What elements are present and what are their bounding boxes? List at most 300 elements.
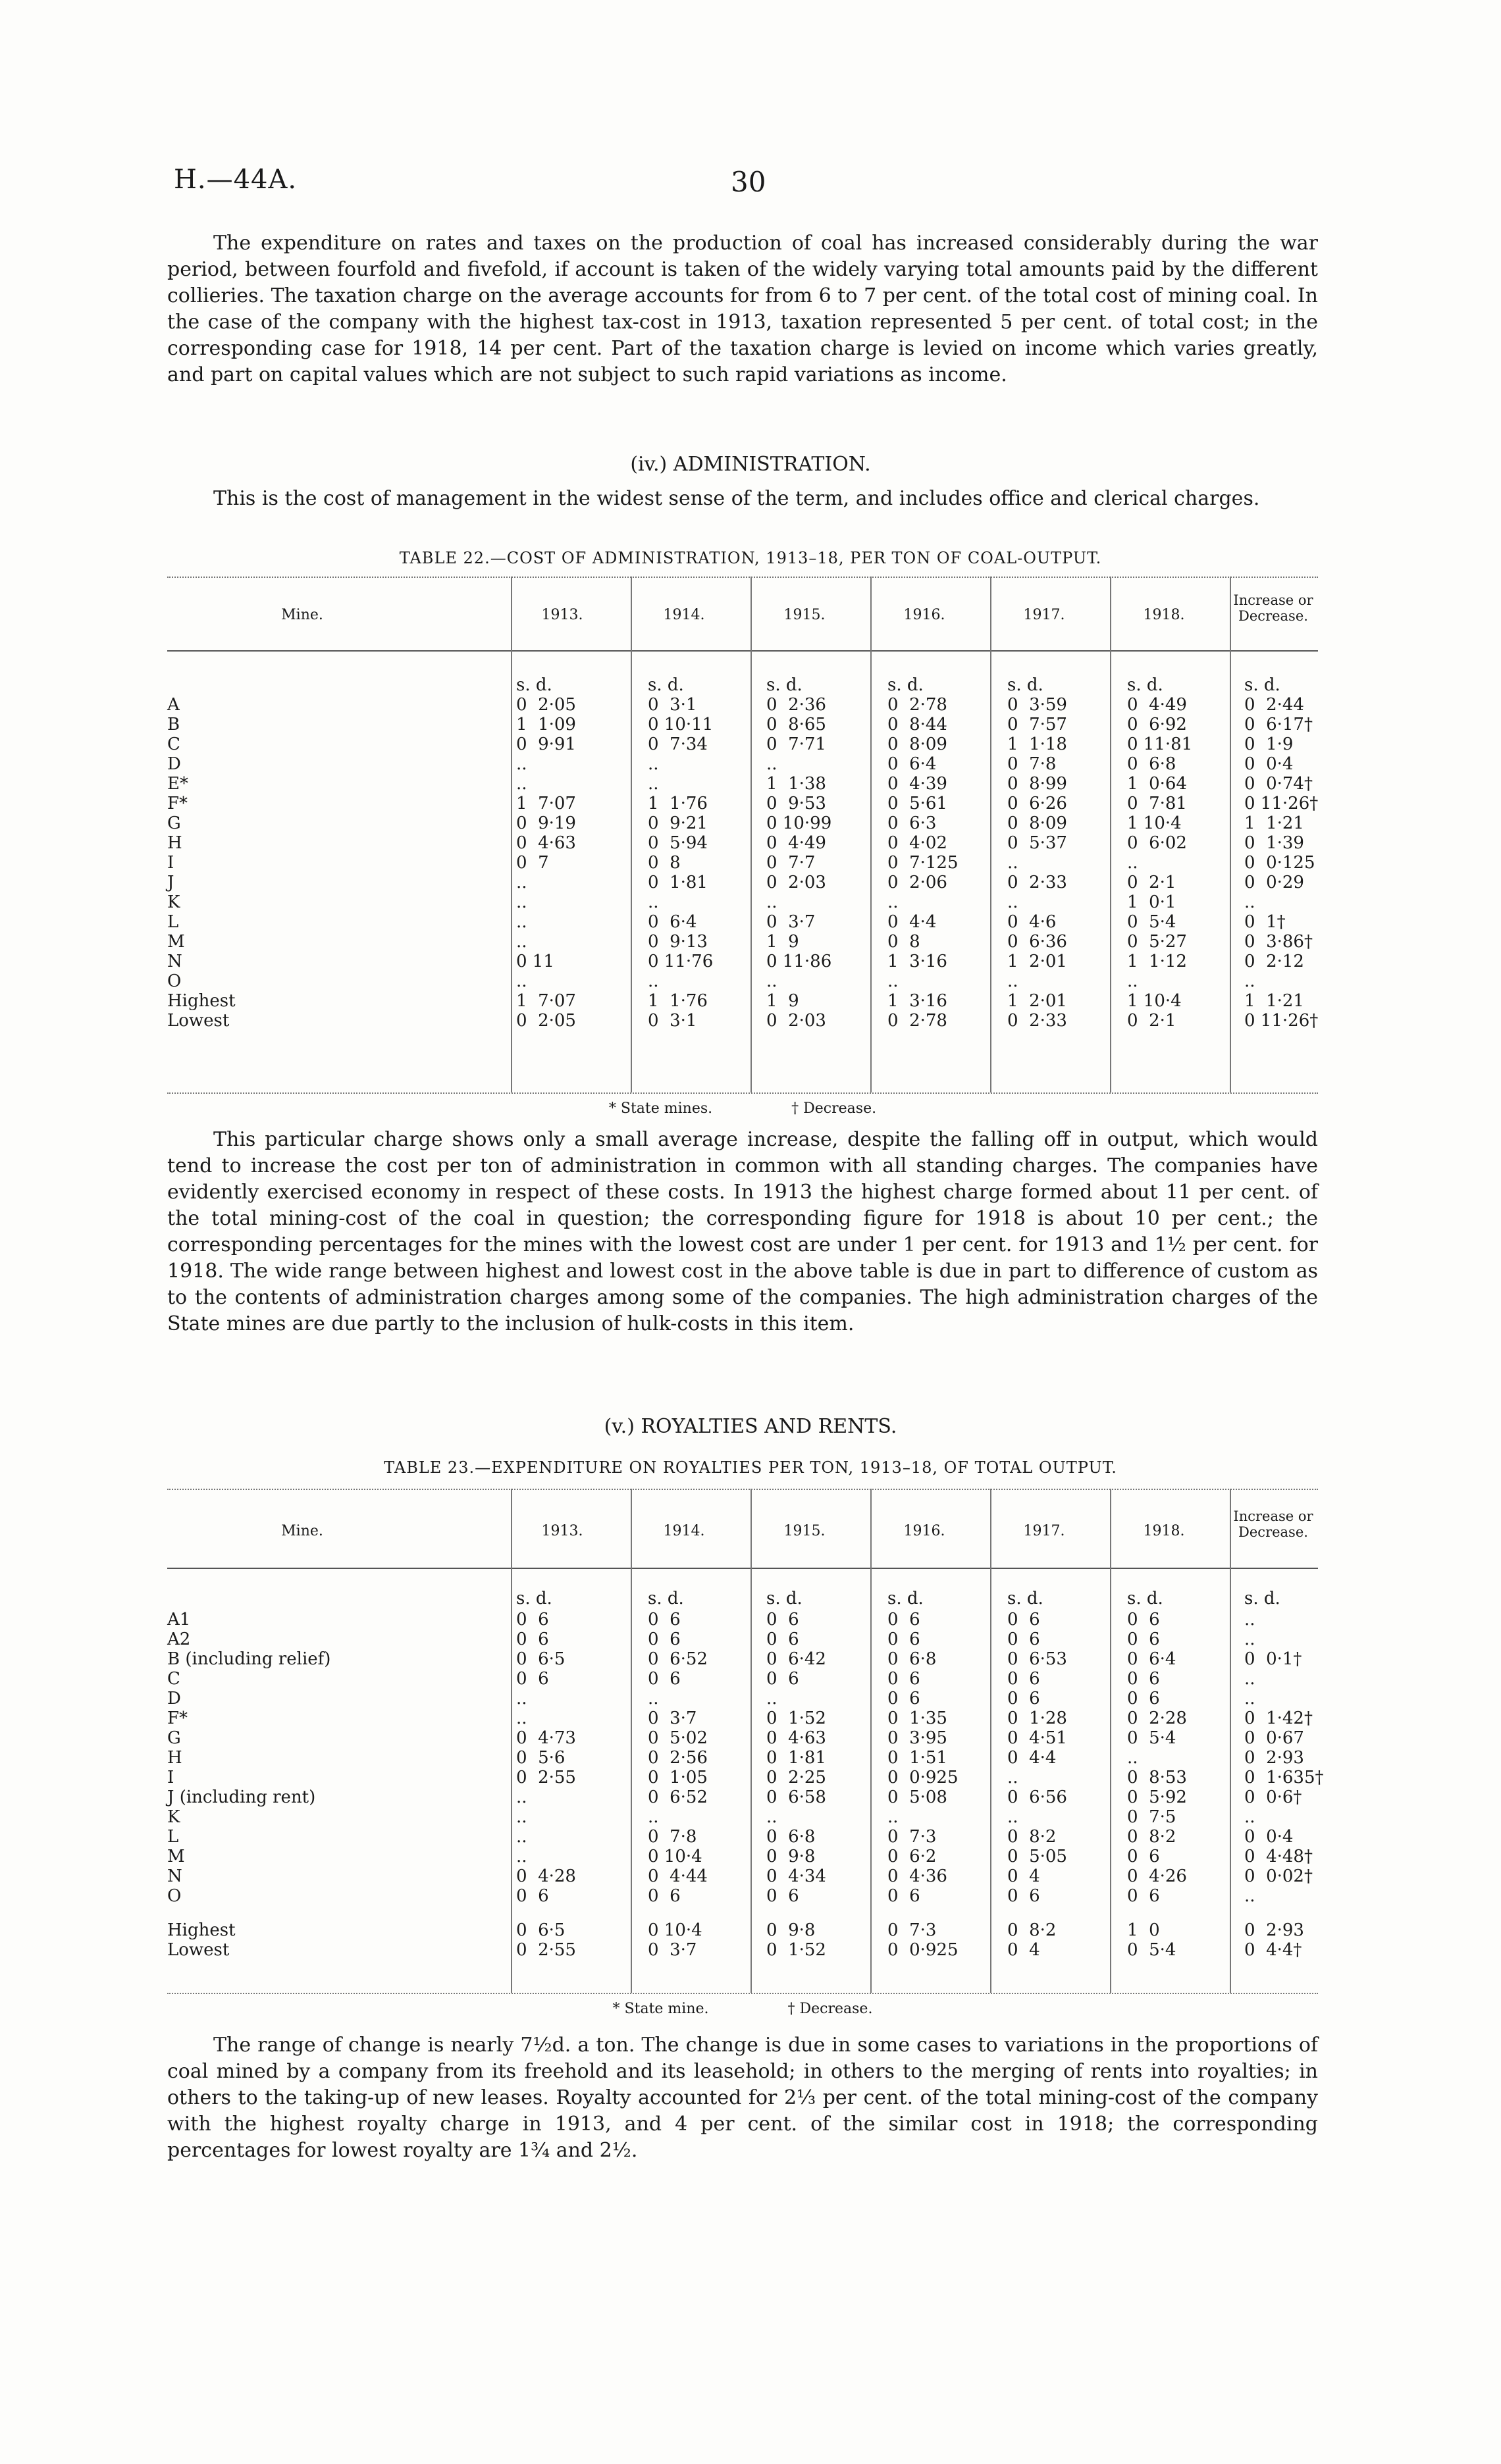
unit-label: s. d. [1127,675,1163,695]
unit-label: s. d. [887,1589,924,1608]
table-cell: 0 9·13 [648,932,708,952]
mine-label: H [167,1748,182,1768]
table-cell: 0 11 [516,952,554,971]
table-top-rule [167,577,1318,578]
table-cell: 0 8·09 [887,734,947,754]
table-cell: .. [1244,1689,1255,1708]
mine-label: C [167,1669,180,1689]
mine-label: M [167,932,185,952]
mine-label: F* [167,1708,188,1728]
table-cell: .. [516,873,527,892]
mine-label: L [167,1827,179,1847]
column-divider [1230,577,1231,1092]
table-cell: 0 11·81 [1127,734,1193,754]
unit-label: s. d. [516,1589,552,1608]
table-cell: 1 0·64 [1127,774,1187,794]
table-cell: 0 1·52 [766,1708,826,1728]
mine-label: O [167,971,182,991]
table-cell: 0 11·76 [648,952,714,971]
mine-label: J [167,873,174,892]
table-cell: .. [1007,971,1018,991]
table-bottom-rule [167,1993,1318,1994]
table-cell: 0 7·8 [1007,754,1057,774]
table-23 [167,1489,1324,2022]
table-cell: .. [1127,1748,1138,1768]
table-cell: 0 7·125 [887,853,959,873]
table-cell: 0 6 [648,1669,681,1689]
footnote-state-mines: * State mine. [612,2001,709,2017]
table-cell: 0 9·53 [766,794,826,813]
footnote-decrease: † Decrease. [791,1100,877,1117]
table-cell: 0 6·4 [1127,1649,1176,1669]
table-cell: 0 1·81 [648,873,708,892]
unit-label: s. d. [1007,1589,1043,1608]
table-cell: 0 6·5 [516,1649,566,1669]
table-cell: 0 0·4 [1244,1827,1294,1847]
table-cell: .. [887,971,899,991]
table-cell: 0 0·74† [1244,774,1313,794]
column-header: 1917. [1023,1523,1065,1539]
table-cell: 0 8·53 [1127,1768,1187,1787]
column-divider [1110,1489,1111,1993]
table-cell: .. [1007,1807,1018,1827]
table-cell: 0 8 [887,932,920,952]
table-cell: 1 7·07 [516,794,576,813]
table-cell: 0 9·8 [766,1847,816,1866]
table-cell: .. [766,1807,777,1827]
unit-label: s. d. [766,1589,803,1608]
table-cell: .. [648,1807,659,1827]
table-cell: 0 4·39 [887,774,947,794]
footnote-state-mines: * State mines. [608,1100,713,1117]
table-cell: 0 6 [887,1689,920,1708]
table-cell: 0 2·25 [766,1768,826,1787]
table-cell: .. [887,892,899,912]
table-cell: 0 4·4 [887,912,937,932]
table-cell: .. [1244,971,1255,991]
table-cell: .. [1244,1886,1255,1906]
table-cell: .. [1244,1669,1255,1689]
table-cell: 1 3·16 [887,952,947,971]
table-cell: 0 2·33 [1007,873,1067,892]
table-cell: .. [516,1847,527,1866]
table-cell: 1 0·1 [1127,892,1176,912]
table-cell: 0 6·02 [1127,833,1187,853]
column-divider [870,1489,872,1993]
table-cell: 0 1·52 [766,1940,826,1960]
table-cell: 0 3·95 [887,1728,947,1748]
table-cell: .. [516,1807,527,1827]
table-cell: 0 1† [1244,912,1286,932]
table-cell: .. [516,1708,527,1728]
table-cell: 0 6 [516,1669,549,1689]
table-cell: 0 0·925 [887,1768,959,1787]
table-cell: 0 11·86 [766,952,832,971]
table-cell: 0 6 [516,1630,549,1649]
column-header: 1915. [783,1523,826,1539]
column-divider [990,1489,991,1993]
table-cell: .. [516,932,527,952]
table-cell: 0 9·21 [648,813,708,833]
table-cell: 0 7·7 [766,853,816,873]
mine-label: D [167,754,181,774]
section-title-royalties: (v.) ROYALTIES AND RENTS. [604,1415,897,1438]
table-cell: 0 7·57 [1007,715,1067,734]
table-cell: 0 4·49 [1127,695,1187,715]
table-cell: 1 10·4 [1127,991,1182,1011]
table-cell: 1 1·38 [766,774,826,794]
table-cell: 0 5·4 [1127,1728,1176,1748]
table-cell: .. [648,774,659,794]
administration-intro [167,486,1318,512]
table-cell: .. [516,912,527,932]
table-cell: 0 7·81 [1127,794,1187,813]
table-cell: 0 1·35 [887,1708,947,1728]
table-22 [167,577,1318,1121]
table-cell: 0 9·19 [516,813,576,833]
table-cell: 0 5·6 [516,1748,566,1768]
table-top-rule [167,1489,1318,1490]
unit-label: s. d. [887,675,924,695]
table-footnotes [167,1100,1318,1117]
table-cell: 0 6·52 [648,1649,708,1669]
table-cell: 0 6 [766,1669,799,1689]
mine-label: H [167,833,182,853]
column-divider [750,577,752,1092]
table-cell: 0 5·37 [1007,833,1067,853]
table-cell: 1 0 [1127,1920,1160,1940]
table-cell: 0 7·34 [648,734,708,754]
table-cell: 0 6·3 [887,813,937,833]
mine-label: Highest [167,1920,236,1940]
table-cell: 0 9·8 [766,1920,816,1940]
table-cell: 0 6·92 [1127,715,1187,734]
table-cell: 0 10·4 [648,1847,702,1866]
table-cell: 0 5·61 [887,794,947,813]
unit-label: s. d. [648,675,684,695]
table-cell: .. [1127,971,1138,991]
table-cell: 0 6 [648,1610,681,1630]
mine-label: L [167,912,179,932]
table-cell: 1 1·76 [648,794,708,813]
footnote-decrease: † Decrease. [787,2001,873,2017]
table-cell: 0 2·03 [766,1011,826,1031]
table-cell: .. [1007,853,1018,873]
mine-label: G [167,813,181,833]
table-cell: 0 6·8 [887,1649,937,1669]
column-header: 1916. [903,1523,945,1539]
table-cell: 0 6·2 [887,1847,937,1866]
table-cell: 0 4·73 [516,1728,576,1748]
column-header: Mine. [281,607,323,623]
table-cell: 0 6 [516,1610,549,1630]
column-header: Mine. [281,1523,323,1539]
table-cell: 0 6 [766,1886,799,1906]
table-cell: 0 0·925 [887,1940,959,1960]
table-cell: 0 6·17† [1244,715,1313,734]
table-cell: 0 6 [1127,1669,1160,1689]
table-cell: 0 7 [516,853,549,873]
table-cell: 0 6 [1007,1630,1040,1649]
table-cell: 0 2·12 [1244,952,1304,971]
mine-label: J (including rent) [167,1787,316,1807]
table-cell: 0 6 [648,1630,681,1649]
table-cell: .. [1244,892,1255,912]
table-cell: 0 6·36 [1007,932,1067,952]
table-cell: 0 4 [1007,1940,1040,1960]
column-header: 1913. [541,607,583,623]
table-cell: 0 4·26 [1127,1866,1187,1886]
unit-label: s. d. [1007,675,1043,695]
column-header: 1914. [663,607,705,623]
table-cell: 0 0·02† [1244,1866,1313,1886]
column-divider [990,577,991,1092]
table-cell: 0 6·8 [1127,754,1176,774]
mine-label: A2 [167,1630,191,1649]
table-cell: 0 6·53 [1007,1649,1067,1669]
table-cell: .. [1244,1630,1255,1649]
administration-analysis-text: This particular charge shows only a small average increase, despite the falling off in output, which would tend to increase the cost per ton of administration in common with all standing charges. The companies have evidently exercised economy in respect of these costs. In 1913 the highest charge formed about 11 per cent. of the total mining-cost of the coal in question; the corresponding figure for 1918 is about 10 per cent.; the corresponding percentages for the mines with the lowest cost are under 1 per cent. for 1913 and 1½ per cent. for 1918. The wide range between highest and lowest cost in the above table is due in part to difference of custom as to the contents of administration charges among some of the companies. The high administration charges of the State mines are due partly to the inclusion of hulk-costs in this item. [167,1128,1318,1335]
mine-label: N [167,1866,182,1886]
table-cell: 0 6 [1127,1886,1160,1906]
mine-label: I [167,853,174,873]
table-cell: 0 8·44 [887,715,947,734]
mine-label: G [167,1728,181,1748]
table-cell: 0 3·7 [766,912,816,932]
table-cell: 0 6 [1127,1630,1160,1649]
table-cell: 0 8·99 [1007,774,1067,794]
column-header: 1913. [541,1523,583,1539]
table-cell: 1 1·18 [1007,734,1067,754]
table-cell: 0 0·125 [1244,853,1315,873]
table-cell: 0 1·635† [1244,1768,1324,1787]
table-cell: .. [766,754,777,774]
mine-label: O [167,1886,182,1906]
table-cell: 0 5·27 [1127,932,1187,952]
table-cell: .. [516,892,527,912]
table-cell: 0 2·55 [516,1768,576,1787]
table-cell: 0 6·52 [648,1787,708,1807]
intro-paragraph-text: The expenditure on rates and taxes on the production of coal has increased considerably during the war period, between fourfold and fivefold, if account is taken of the widely varying total amounts paid by the different collieries. The taxation charge on the average accounts for from 6 to 7 per cent. of the total cost of mining coal. In the case of the company with the highest tax-cost in 1913, taxation represented 5 per cent. of total cost; in the corresponding case for 1918, 14 per cent. Part of the taxation charge is levied on income which varies greatly, and part on capital values which are not subject to such rapid variations as income. [167,232,1318,386]
table-cell: .. [1127,853,1138,873]
administration-analysis-paragraph [167,1127,1318,1337]
column-divider [750,1489,752,1993]
table-cell: 0 8·09 [1007,813,1067,833]
table-cell: 1 1·76 [648,991,708,1011]
table-cell: 0 3·1 [648,1011,697,1031]
table-cell: 0 5·4 [1127,1940,1176,1960]
table-cell: 0 6 [766,1630,799,1649]
table-cell: 0 2·78 [887,695,947,715]
table-cell: 0 2·93 [1244,1920,1304,1940]
table-cell: 0 8·2 [1127,1827,1176,1847]
table-cell: .. [1007,1768,1018,1787]
mine-label: K [167,892,180,912]
table-cell: 0 1·51 [887,1748,947,1768]
table-cell: 0 4·63 [516,833,576,853]
table-cell: 0 4·28 [516,1866,576,1886]
table-cell: 0 0·67 [1244,1728,1304,1748]
table-cell: 0 1·28 [1007,1708,1067,1728]
table-cell: 0 4·6 [1007,912,1057,932]
table-cell: 0 0·29 [1244,873,1304,892]
table-cell: 1 1·21 [1244,813,1304,833]
table-cell: .. [1244,1807,1255,1827]
table-cell: 0 6 [887,1630,920,1649]
table-cell: 0 6·8 [766,1827,816,1847]
table-cell: 0 6 [516,1886,549,1906]
table-cell: 0 5·94 [648,833,708,853]
unit-label: s. d. [1244,1589,1280,1608]
table-cell: 0 4·34 [766,1866,826,1886]
table-cell: 0 6 [1127,1847,1160,1866]
table-cell: 1 1·12 [1127,952,1187,971]
column-header: 1918. [1143,607,1185,623]
table-cell: 0 8·2 [1007,1827,1057,1847]
table-cell: 0 1·05 [648,1768,708,1787]
column-header: Increase or Decrease. [1233,592,1313,624]
column-divider [1230,1489,1231,1993]
table-cell: 0 1·81 [766,1748,826,1768]
table-cell: 0 4·44 [648,1866,708,1886]
table-cell: 0 2·44 [1244,695,1304,715]
table-cell: 0 6 [766,1610,799,1630]
royalties-closing-paragraph [167,2032,1318,2164]
table-cell: .. [516,754,527,774]
table-cell: 0 3·7 [648,1708,697,1728]
column-divider [631,577,632,1092]
table-cell: 0 0·1† [1244,1649,1302,1669]
table-cell: 0 1·9 [1244,734,1294,754]
table-cell: 0 0·6† [1244,1787,1302,1807]
intro-paragraph [167,230,1318,388]
table-cell: .. [1244,1610,1255,1630]
table-cell: 0 4·51 [1007,1728,1067,1748]
administration-intro-text: This is the cost of management in the widest sense of the term, and includes office and clerical charges. [213,487,1260,510]
mine-label: I [167,1768,174,1787]
table-cell: 0 6·5 [516,1920,566,1940]
mine-label: D [167,1689,181,1708]
table-cell: .. [516,1787,527,1807]
table-cell: 0 2·05 [516,695,576,715]
table-cell: 0 0·4 [1244,754,1294,774]
table-cell: 0 7·8 [648,1827,697,1847]
table-23-caption: TABLE 23.—EXPENDITURE ON ROYALTIES PER TON, 1913–18, OF TOTAL OUTPUT. [384,1458,1117,1477]
table-cell: 0 1·42† [1244,1708,1313,1728]
royalties-closing-text: The range of change is nearly 7½d. a ton. The change is due in some cases to variations in the proportions of coal mined by a company from its freehold and its leasehold; in others to the merging of rents into royalties; in others to the taking-up of new leases. Royalty accounted for 2⅓ per cent. of the total mining-cost of the company with the highest royalty charge in 1913, and 4 per cent. of the similar cost in 1918; the corresponding percentages for lowest royalty are 1¾ and 2½. [167,2034,1318,2162]
table-cell: 0 4·49 [766,833,826,853]
mine-label: E* [167,774,188,794]
table-cell: 0 2·1 [1127,1011,1176,1031]
table-cell: 0 6 [1007,1689,1040,1708]
table-cell: 0 5·92 [1127,1787,1187,1807]
column-header: Increase or Decrease. [1233,1508,1313,1540]
table-cell: 0 10·99 [766,813,832,833]
table-cell: 1 10·4 [1127,813,1182,833]
table-cell: .. [648,892,659,912]
table-cell: 0 5·08 [887,1787,947,1807]
table-cell: .. [516,1827,527,1847]
table-bottom-rule [167,1092,1318,1094]
table-cell: 1 2·01 [1007,952,1067,971]
unit-label: s. d. [648,1589,684,1608]
table-cell: 0 6 [887,1886,920,1906]
table-cell: 0 2·36 [766,695,826,715]
table-cell: .. [887,1807,899,1827]
table-cell: 0 2·33 [1007,1011,1067,1031]
table-cell: .. [766,971,777,991]
column-header: 1916. [903,607,945,623]
table-cell: 0 11·26† [1244,1011,1319,1031]
table-cell: .. [516,971,527,991]
table-cell: 0 6·56 [1007,1787,1067,1807]
unit-label: s. d. [766,675,803,695]
table-cell: 0 4·4 [1007,1748,1057,1768]
table-cell: .. [766,892,777,912]
mine-label: B [167,715,180,734]
table-cell: 0 3·59 [1007,695,1067,715]
table-cell: 0 11·26† [1244,794,1319,813]
mine-label: A1 [167,1610,191,1630]
table-cell: 0 4·63 [766,1728,826,1748]
table-cell: 0 6·4 [887,754,937,774]
mine-label: B (including relief) [167,1649,331,1669]
header-bottom-rule [167,1568,1318,1569]
header-bottom-rule [167,650,1318,652]
table-cell: 0 7·3 [887,1920,937,1940]
table-cell: 0 8·2 [1007,1920,1057,1940]
table-cell: 0 6 [1007,1886,1040,1906]
table-cell: 0 5·05 [1007,1847,1067,1866]
table-cell: 0 8 [648,853,681,873]
table-cell: .. [516,774,527,794]
table-cell: 0 2·93 [1244,1748,1304,1768]
table-cell: 0 7·5 [1127,1807,1176,1827]
table-cell: 0 6·42 [766,1649,826,1669]
table-cell: .. [766,1689,777,1708]
mine-label: F* [167,794,188,813]
table-cell: 0 4·02 [887,833,947,853]
table-cell: 0 6 [1007,1669,1040,1689]
table-22-caption: TABLE 22.—COST OF ADMINISTRATION, 1913–18, PER TON OF COAL-OUTPUT. [399,549,1102,567]
mine-label: A [167,695,180,715]
mine-label: C [167,734,180,754]
table-cell: 0 6 [1007,1610,1040,1630]
table-cell: 0 6 [887,1669,920,1689]
mine-label: Highest [167,991,236,1011]
unit-label: s. d. [516,675,552,695]
table-cell: .. [516,1689,527,1708]
document-reference: H.—44A. [174,165,298,195]
table-cell: .. [648,754,659,774]
mine-label: K [167,1807,180,1827]
table-cell: 1 7·07 [516,991,576,1011]
column-divider [511,1489,512,1993]
table-cell: 0 5·02 [648,1728,708,1748]
table-cell: 0 6 [1127,1689,1160,1708]
table-cell: 1 1·21 [1244,991,1304,1011]
table-footnotes [167,2001,1318,2017]
table-cell: 0 6·4 [648,912,697,932]
column-header: 1917. [1023,607,1065,623]
table-cell: 0 6·58 [766,1787,826,1807]
table-cell: 0 3·86† [1244,932,1313,952]
table-cell: 0 2·05 [516,1011,576,1031]
column-divider [511,577,512,1092]
table-cell: 0 5·4 [1127,912,1176,932]
table-cell: 1 1·09 [516,715,576,734]
table-cell: .. [1007,892,1018,912]
